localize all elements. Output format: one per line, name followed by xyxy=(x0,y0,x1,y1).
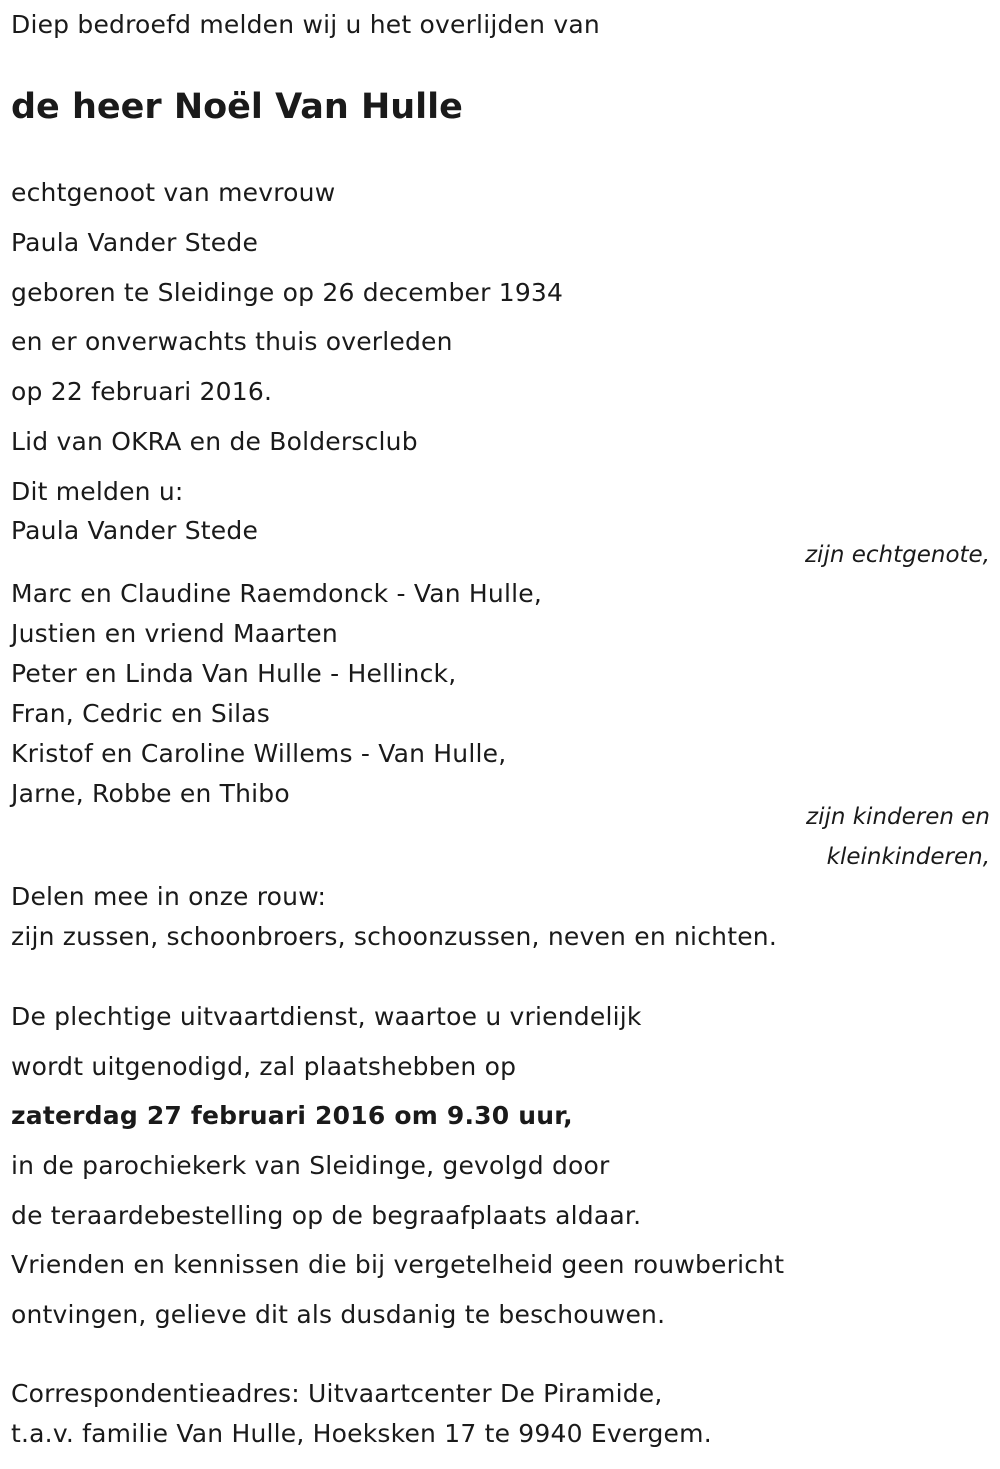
detail-line: op 22 februari 2016. xyxy=(11,377,273,406)
correspondence-line: t.a.v. familie Van Hulle, Hoeksken 17 te 9940 Evergem. xyxy=(11,1419,712,1448)
service-line: de teraardebestelling op de begraafplaats aldaar. xyxy=(11,1201,642,1230)
child-line: Justien en vriend Maarten xyxy=(11,619,338,648)
detail-line: Lid van OKRA en de Boldersclub xyxy=(11,427,418,456)
spouse-name: Paula Vander Stede xyxy=(11,516,259,545)
mourning-line: Delen mee in onze rouw: xyxy=(11,882,327,911)
mourning-line: zijn zussen, schoonbroers, schoonzussen, neven en nichten. xyxy=(11,922,777,951)
child-line: Fran, Cedric en Silas xyxy=(11,699,270,728)
detail-line: en er onverwachts thuis overleden xyxy=(11,327,453,356)
correspondence-line: Correspondentieadres: Uitvaartcenter De Piramide, xyxy=(11,1379,663,1408)
service-line: De plechtige uitvaartdienst, waartoe u vriendelijk xyxy=(11,1002,642,1031)
child-line: Marc en Claudine Raemdonck - Van Hulle, xyxy=(11,579,542,608)
intro-text: Diep bedroefd melden wij u het overlijden van xyxy=(11,10,600,39)
children-role: kleinkinderen, xyxy=(826,844,990,870)
spouse-role: zijn echtgenote, xyxy=(804,542,990,568)
detail-line: Paula Vander Stede xyxy=(11,228,259,257)
child-line: Peter en Linda Van Hulle - Hellinck, xyxy=(11,659,457,688)
service-date-time: zaterdag 27 februari 2016 om 9.30 uur, xyxy=(11,1101,573,1130)
service-line: ontvingen, gelieve dit als dusdanig te beschouwen. xyxy=(11,1300,666,1329)
child-line: Jarne, Robbe en Thibo xyxy=(11,779,290,808)
deceased-name: de heer Noël Van Hulle xyxy=(11,87,463,127)
detail-line: echtgenoot van mevrouw xyxy=(11,178,336,207)
children-role: zijn kinderen en xyxy=(806,804,990,830)
service-line: wordt uitgenodigd, zal plaatshebben op xyxy=(11,1052,517,1081)
service-line: in de parochiekerk van Sleidinge, gevolgd door xyxy=(11,1151,610,1180)
detail-line: geboren te Sleidinge op 26 december 1934 xyxy=(11,278,564,307)
service-line: Vrienden en kennissen die bij vergetelheid geen rouwbericht xyxy=(11,1250,785,1279)
child-line: Kristof en Caroline Willems - Van Hulle, xyxy=(11,739,507,768)
announcers-intro: Dit melden u: xyxy=(11,477,184,506)
